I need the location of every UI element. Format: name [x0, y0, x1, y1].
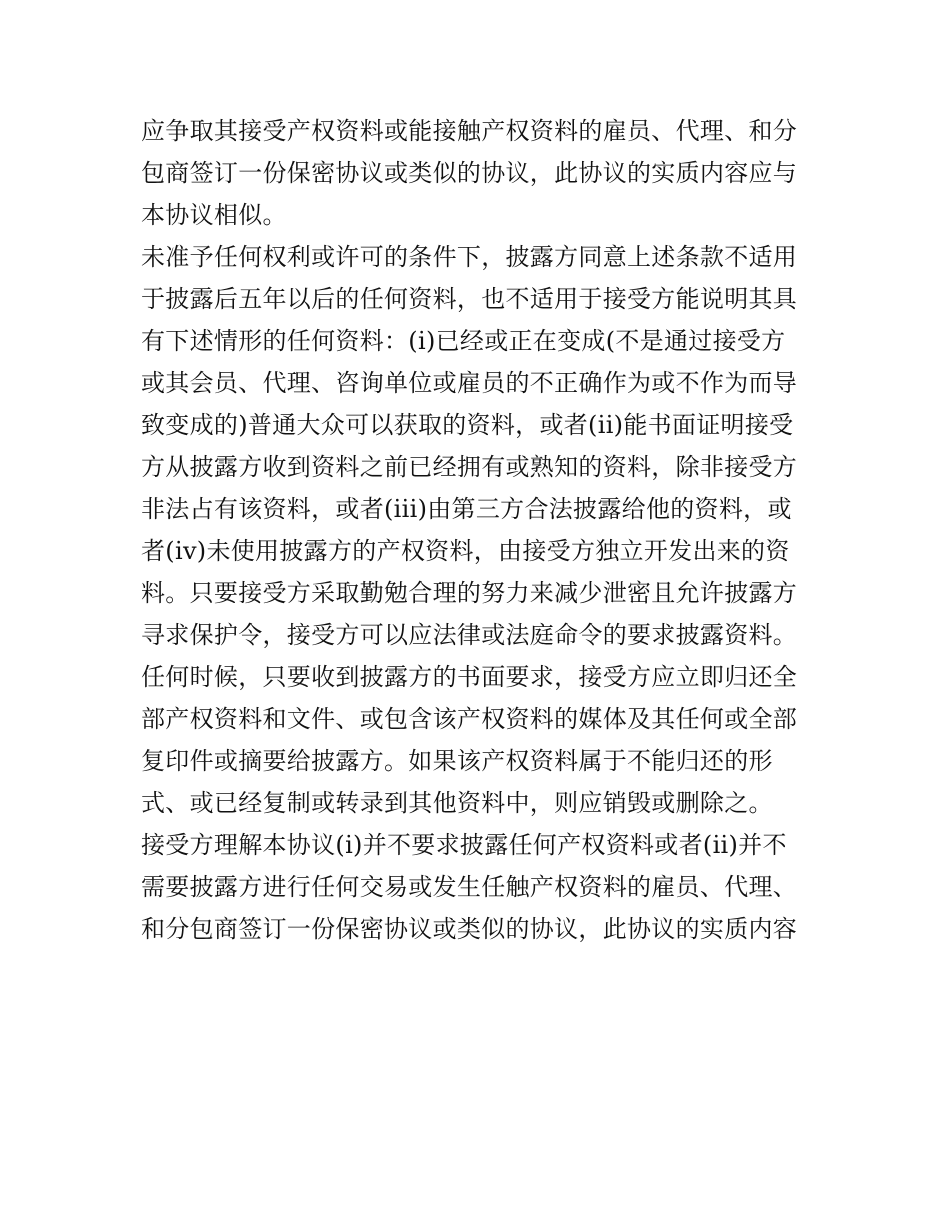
text-line: 致变成的)普通大众可以获取的资料，或者(ii)能书面证明接受 [141, 411, 794, 439]
text-line: 需要披露方进行任何交易或发生任触产权资料的雇员、代理、 [141, 873, 798, 901]
text-line: 部产权资料和文件、或包含该产权资料的媒体及其任何或全部 [141, 705, 798, 733]
text-line: 或其会员、代理、咨询单位或雇员的不正确作为或不作为而导 [141, 369, 798, 397]
text-line: 料。只要接受方采取勤勉合理的努力来减少泄密且允许披露方 [141, 579, 798, 607]
text-line: 方从披露方收到资料之前已经拥有或熟知的资料，除非接受方 [141, 453, 798, 481]
text-line: 未准予任何权利或许可的条件下，披露方同意上述条款不适用 [141, 243, 798, 271]
text-line: 复印件或摘要给披露方。如果该产权资料属于不能归还的形 [141, 747, 773, 775]
text-line: 者(iv)未使用披露方的产权资料，由接受方独立开发出来的资 [141, 537, 790, 565]
text-line: 寻求保护令，接受方可以应法律或法庭命令的要求披露资料。 [141, 621, 798, 649]
text-line: 包商签订一份保密协议或类似的协议，此协议的实质内容应与 [141, 159, 798, 187]
text-line: 接受方理解本协议(i)并不要求披露任何产权资料或者(ii)并不 [141, 831, 787, 859]
text-line: 本协议相似。 [141, 201, 287, 229]
text-line: 式、或已经复制或转录到其他资料中，则应销毁或删除之。 [141, 789, 773, 817]
text-line: 应争取其接受产权资料或能接触产权资料的雇员、代理、和分 [141, 117, 798, 145]
text-line: 和分包商签订一份保密协议或类似的协议，此协议的实质内容 [141, 915, 798, 943]
text-line: 有下述情形的任何资料：(i)已经或正在变成(不是通过接受方 [141, 327, 786, 355]
text-line: 任何时候，只要收到披露方的书面要求，接受方应立即归还全 [141, 663, 798, 691]
text-line: 非法占有该资料，或者(iii)由第三方合法披露给他的资料，或 [141, 495, 792, 523]
document-body [141, 110, 821, 950]
text-line: 于披露后五年以后的任何资料，也不适用于接受方能说明其具 [141, 285, 798, 313]
